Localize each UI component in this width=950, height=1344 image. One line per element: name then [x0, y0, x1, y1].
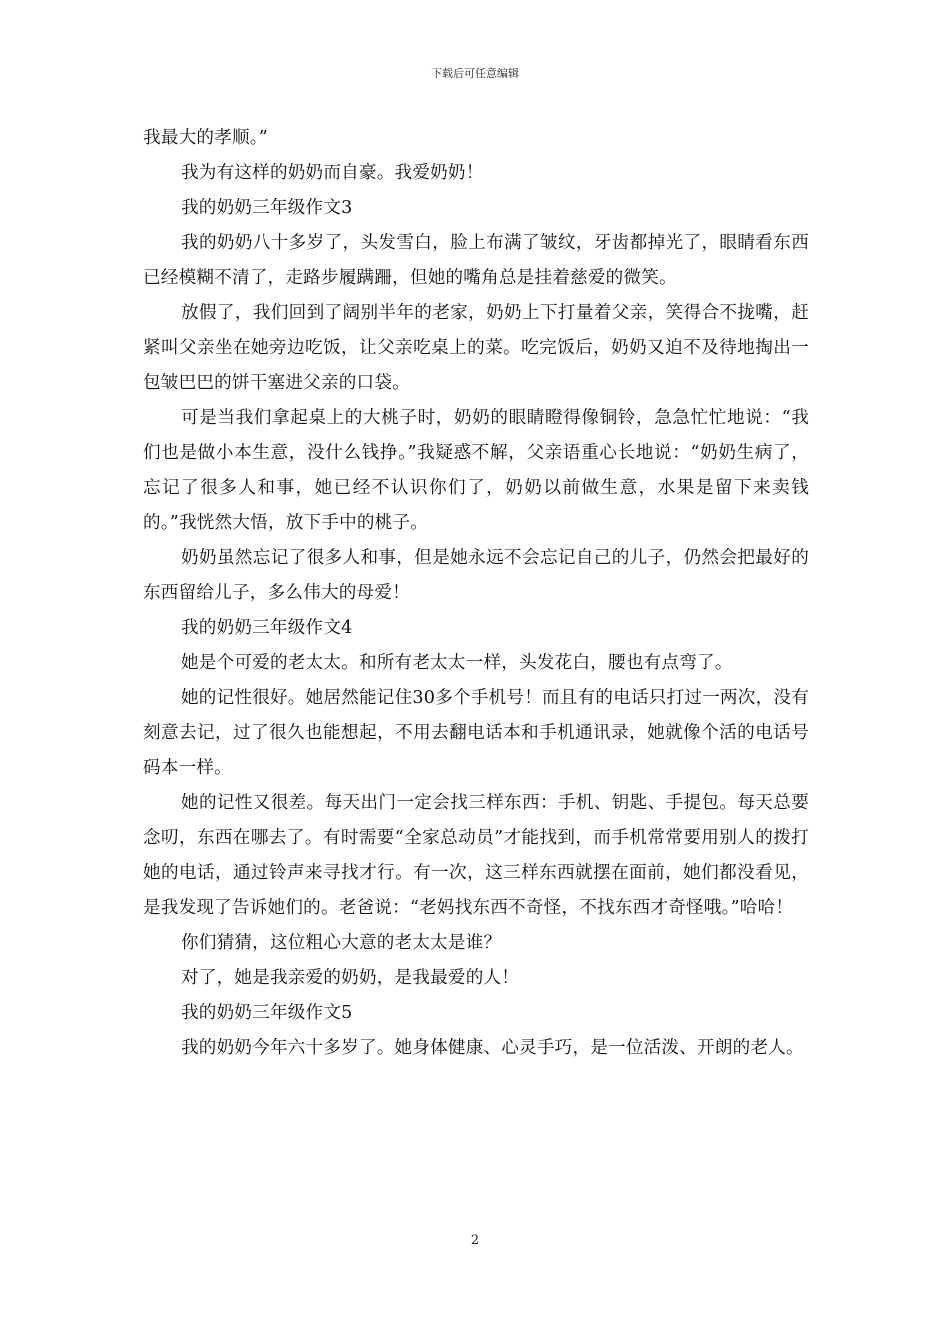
paragraph: 可是当我们拿起桌上的大桃子时，奶奶的眼睛瞪得像铜铃，急急忙忙地说：“我们也是做小本生意，没什么钱挣。”我疑惑不解，父亲语重心长地说：“奶奶生病了，忘记了很多人和事，她已经不认识你们了，奶奶以前做生意，水果是留下来卖钱的。”我恍然大悟，放下手中的桃子。: [143, 408, 809, 533]
section-heading: 我的奶奶三年级作文3: [181, 198, 353, 218]
paragraph: 对了，她是我亲爱的奶奶，是我最爱的人！: [181, 968, 520, 988]
paragraph: 她是个可爱的老太太。和所有老太太一样，头发花白，腰也有点弯了。: [181, 653, 733, 673]
paragraph: 放假了，我们回到了阔别半年的老家，奶奶上下打量着父亲，笑得合不拢嘴，赶紧叫父亲坐在她旁边吃饭，让父亲吃桌上的菜。吃完饭后，奶奶又迫不及待地掏出一包皱巴巴的饼干塞进父亲的口袋。: [143, 303, 809, 393]
section-heading: 我的奶奶三年级作文5: [181, 1003, 353, 1023]
page-number: 2: [470, 1233, 480, 1248]
section-heading: 我的奶奶三年级作文4: [181, 618, 353, 638]
paragraph: 我为有这样的奶奶而自豪。我爱奶奶！: [181, 163, 484, 183]
document-body: [143, 121, 809, 1066]
paragraph: 奶奶虽然忘记了很多人和事，但是她永远不会忘记自己的儿子，仍然会把最好的东西留给儿子，多么伟大的母爱！: [143, 548, 809, 603]
paragraph: 她的记性又很差。每天出门一定会找三样东西：手机、钥匙、手提包。每天总要念叨，东西在哪去了。有时需要“全家总动员”才能找到，而手机常常要用别人的拨打她的电话，通过铃声来寻找才行。有一次，这三样东西就摆在面前，她们都没看见，是我发现了告诉她们的。老爸说：“老妈找东西不奇怪，不找东西才奇怪哦。”哈哈！: [143, 793, 809, 918]
paragraph: 我的奶奶八十多岁了，头发雪白，脸上布满了皱纹，牙齿都掉光了，眼睛看东西已经模糊不清了，走路步履蹒跚，但她的嘴角总是挂着慈爱的微笑。: [143, 233, 809, 288]
page-header: 下载后可任意编辑: [431, 67, 519, 80]
paragraph: 我的奶奶今年六十多岁了。她身体健康、心灵手巧，是一位活泼、开朗的老人。: [181, 1038, 804, 1058]
paragraph: 我最大的孝顺。”: [143, 128, 268, 148]
paragraph: 你们猜猜，这位粗心大意的老太太是谁？: [181, 933, 502, 953]
paragraph: 她的记性很好。她居然能记住30多个手机号！而且有的电话只打过一两次，没有刻意去记，过了很久也能想起，不用去翻电话本和手机通讯录，她就像个活的电话号码本一样。: [143, 688, 809, 778]
